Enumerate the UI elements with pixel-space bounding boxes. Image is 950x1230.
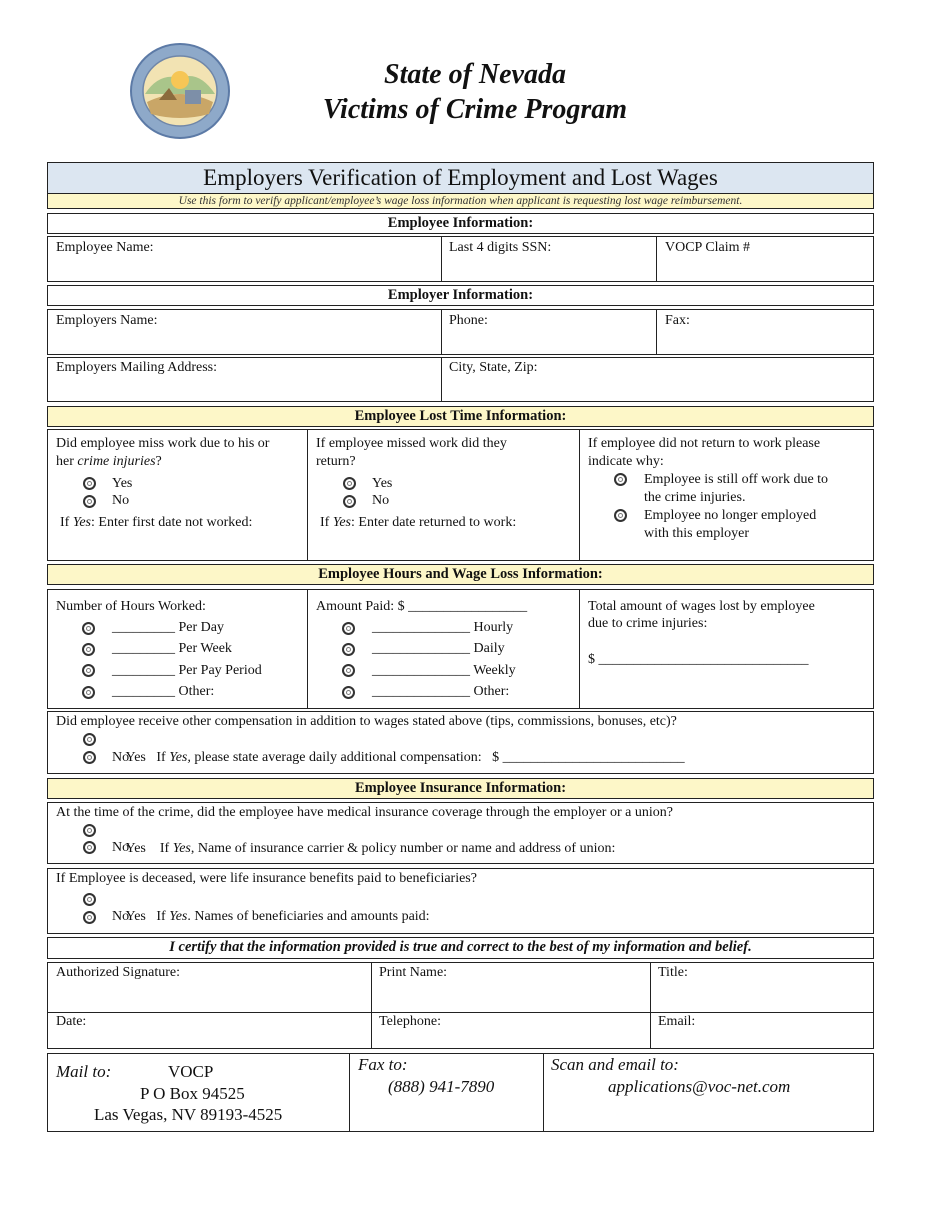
- total-wages-field[interactable]: $ ______________________________: [588, 652, 809, 667]
- insurance-q2-no-label: No: [112, 909, 130, 924]
- q3-no-longer-employed-radio[interactable]: [614, 509, 627, 522]
- other-comp-yes-radio[interactable]: [83, 733, 96, 746]
- ssn-label: Last 4 digits SSN:: [449, 240, 552, 255]
- print-name-label: Print Name:: [379, 965, 448, 980]
- q3-opt1-line2: the crime injuries.: [644, 490, 746, 505]
- submission-box: [47, 1053, 874, 1132]
- q1-line2: her crime injuries?: [56, 454, 162, 469]
- other-comp-question: Did employee receive other compensation in addition to wages stated above (tips, commissions, bonuses, etc)?: [56, 714, 677, 729]
- mailing-address-field[interactable]: [50, 377, 438, 399]
- q1-line1: Did employee miss work due to his or: [56, 436, 270, 451]
- program-title: Victims of Crime Program: [322, 94, 628, 125]
- q2-line2: return?: [316, 454, 356, 469]
- hours-per-pay-period-radio[interactable]: [82, 664, 95, 677]
- fax-to-label: Fax to:: [358, 1055, 408, 1074]
- submission-email[interactable]: applications@voc-net.com: [608, 1077, 791, 1096]
- insurance-q1: At the time of the crime, did the employee have medical insurance coverage through the employer or a union?: [56, 805, 673, 820]
- insurance-q2-box: [47, 868, 874, 934]
- total-wages-line1: Total amount of wages lost by employee: [588, 599, 815, 614]
- insurance-heading: Employee Insurance Information:: [47, 778, 874, 799]
- q3-line1: If employee did not return to work please: [588, 436, 821, 451]
- insurance-q1-yes-label: Yes If Yes, Name of insurance carrier & policy number or name and address of union:: [125, 841, 616, 856]
- signature-label: Authorized Signature:: [56, 965, 181, 980]
- state-title: State of Nevada: [384, 59, 566, 90]
- fax-number: (888) 941-7890: [388, 1077, 495, 1096]
- amount-paid-label: Amount Paid: $ _________________: [316, 599, 528, 614]
- form-title-box: [47, 162, 874, 209]
- signature-field[interactable]: [50, 984, 368, 1010]
- hours-per-week: _________ Per Week: [112, 641, 232, 656]
- mail-line3: Las Vegas, NV 89193-4525: [94, 1105, 283, 1124]
- vocp-claim-label: VOCP Claim #: [665, 240, 751, 255]
- ssn-field[interactable]: [443, 258, 653, 280]
- insurance-q1-yes-radio[interactable]: [83, 824, 96, 837]
- other-comp-box: [47, 711, 874, 774]
- employer-name-label: Employers Name:: [56, 313, 158, 328]
- amount-other: ______________ Other:: [372, 684, 510, 699]
- employee-info-heading: Employee Information:: [47, 213, 874, 234]
- mail-line1: VOCP: [168, 1062, 214, 1081]
- other-comp-no-radio[interactable]: [83, 751, 96, 764]
- q2-yes-radio[interactable]: [343, 477, 356, 490]
- hours-label: Number of Hours Worked:: [56, 599, 206, 614]
- insurance-q2-yes-radio[interactable]: [83, 893, 96, 906]
- insurance-q2-yes-label: Yes If Yes. Names of beneficiaries and amounts paid:: [125, 909, 430, 924]
- cert-title-label: Title:: [658, 965, 688, 980]
- q3-still-off-radio[interactable]: [614, 473, 627, 486]
- phone-label: Phone:: [449, 313, 488, 328]
- employee-name-label: Employee Name:: [56, 240, 154, 255]
- insurance-q2-no-radio[interactable]: [83, 911, 96, 924]
- print-name-field[interactable]: [373, 984, 647, 1010]
- q2-line1: If employee missed work did they: [316, 436, 507, 451]
- amount-weekly: ______________ Weekly: [372, 663, 516, 678]
- hours-other-radio[interactable]: [82, 686, 95, 699]
- telephone-field[interactable]: [373, 1030, 647, 1047]
- amount-other-radio[interactable]: [342, 686, 355, 699]
- insurance-q1-no-label: No: [112, 840, 130, 855]
- mailing-address-label: Employers Mailing Address:: [56, 360, 217, 375]
- hours-other: _________ Other:: [112, 684, 215, 699]
- hours-wage-heading: Employee Hours and Wage Loss Information:: [47, 564, 874, 585]
- q2-if-yes: If Yes: Enter date returned to work:: [320, 515, 517, 530]
- city-state-zip-label: City, State, Zip:: [449, 360, 538, 375]
- q3-opt1-line1: Employee is still off work due to: [644, 472, 829, 487]
- amount-daily: ______________ Daily: [372, 641, 505, 656]
- telephone-label: Telephone:: [379, 1014, 441, 1029]
- q3-line2: indicate why:: [588, 454, 664, 469]
- employer-name-field[interactable]: [50, 330, 438, 352]
- amount-weekly-radio[interactable]: [342, 664, 355, 677]
- hours-per-day-radio[interactable]: [82, 622, 95, 635]
- hours-per-week-radio[interactable]: [82, 643, 95, 656]
- insurance-q1-no-radio[interactable]: [83, 841, 96, 854]
- q2-yes-label: Yes: [372, 476, 393, 491]
- q1-yes-label: Yes: [112, 476, 133, 491]
- q1-no-radio[interactable]: [83, 495, 96, 508]
- insurance-q1-box: [47, 802, 874, 864]
- amount-hourly: ______________ Hourly: [372, 620, 514, 635]
- state-seal: [129, 42, 231, 140]
- date-field[interactable]: [50, 1030, 368, 1047]
- phone-field[interactable]: [443, 330, 653, 352]
- email-label: Email:: [658, 1014, 696, 1029]
- q2-no-label: No: [372, 493, 390, 508]
- employee-name-field[interactable]: [50, 258, 438, 280]
- scan-email-label: Scan and email to:: [551, 1055, 679, 1074]
- city-state-zip-field[interactable]: [443, 377, 871, 399]
- insurance-q2: If Employee is deceased, were life insurance benefits paid to beneficiaries?: [56, 871, 477, 886]
- q2-no-radio[interactable]: [343, 495, 356, 508]
- q3-opt2-line2: with this employer: [644, 526, 749, 541]
- email-field[interactable]: [652, 1030, 871, 1047]
- fax-label: Fax:: [665, 313, 690, 328]
- hours-per-pay-period: _________ Per Pay Period: [112, 663, 262, 678]
- mail-to-label: Mail to:: [56, 1062, 112, 1081]
- date-label: Date:: [56, 1014, 87, 1029]
- other-comp-yes-label: Yes If Yes, please state average daily additional compensation: $ __________________________: [125, 750, 685, 765]
- amount-hourly-radio[interactable]: [342, 622, 355, 635]
- vocp-claim-field[interactable]: [658, 258, 871, 280]
- mail-line2: P O Box 94525: [140, 1084, 245, 1103]
- form-title: Employers Verification of Employment and Lost Wages: [203, 165, 718, 190]
- q1-if-yes: If Yes: Enter first date not worked:: [60, 515, 253, 530]
- fax-field[interactable]: [658, 330, 871, 352]
- lost-time-heading: Employee Lost Time Information:: [47, 406, 874, 427]
- q1-no-label: No: [112, 493, 130, 508]
- q3-opt2-line1: Employee no longer employed: [644, 508, 817, 523]
- title-field[interactable]: [652, 984, 871, 1010]
- lost-time-row: [47, 429, 874, 561]
- hours-wage-row: [47, 589, 874, 709]
- certification-statement: I certify that the information provided is true and correct to the best of my information and belief.: [47, 937, 874, 959]
- other-comp-no-label: No: [112, 750, 130, 765]
- q1-yes-radio[interactable]: [83, 477, 96, 490]
- employer-info-heading: Employer Information:: [47, 285, 874, 306]
- total-wages-line2: due to crime injuries:: [588, 616, 708, 631]
- hours-per-day: _________ Per Day: [112, 620, 224, 635]
- amount-daily-radio[interactable]: [342, 643, 355, 656]
- form-subtitle: Use this form to verify applicant/employee’s wage loss information when applicant is requesting lost wage reimbursement.: [48, 193, 873, 208]
